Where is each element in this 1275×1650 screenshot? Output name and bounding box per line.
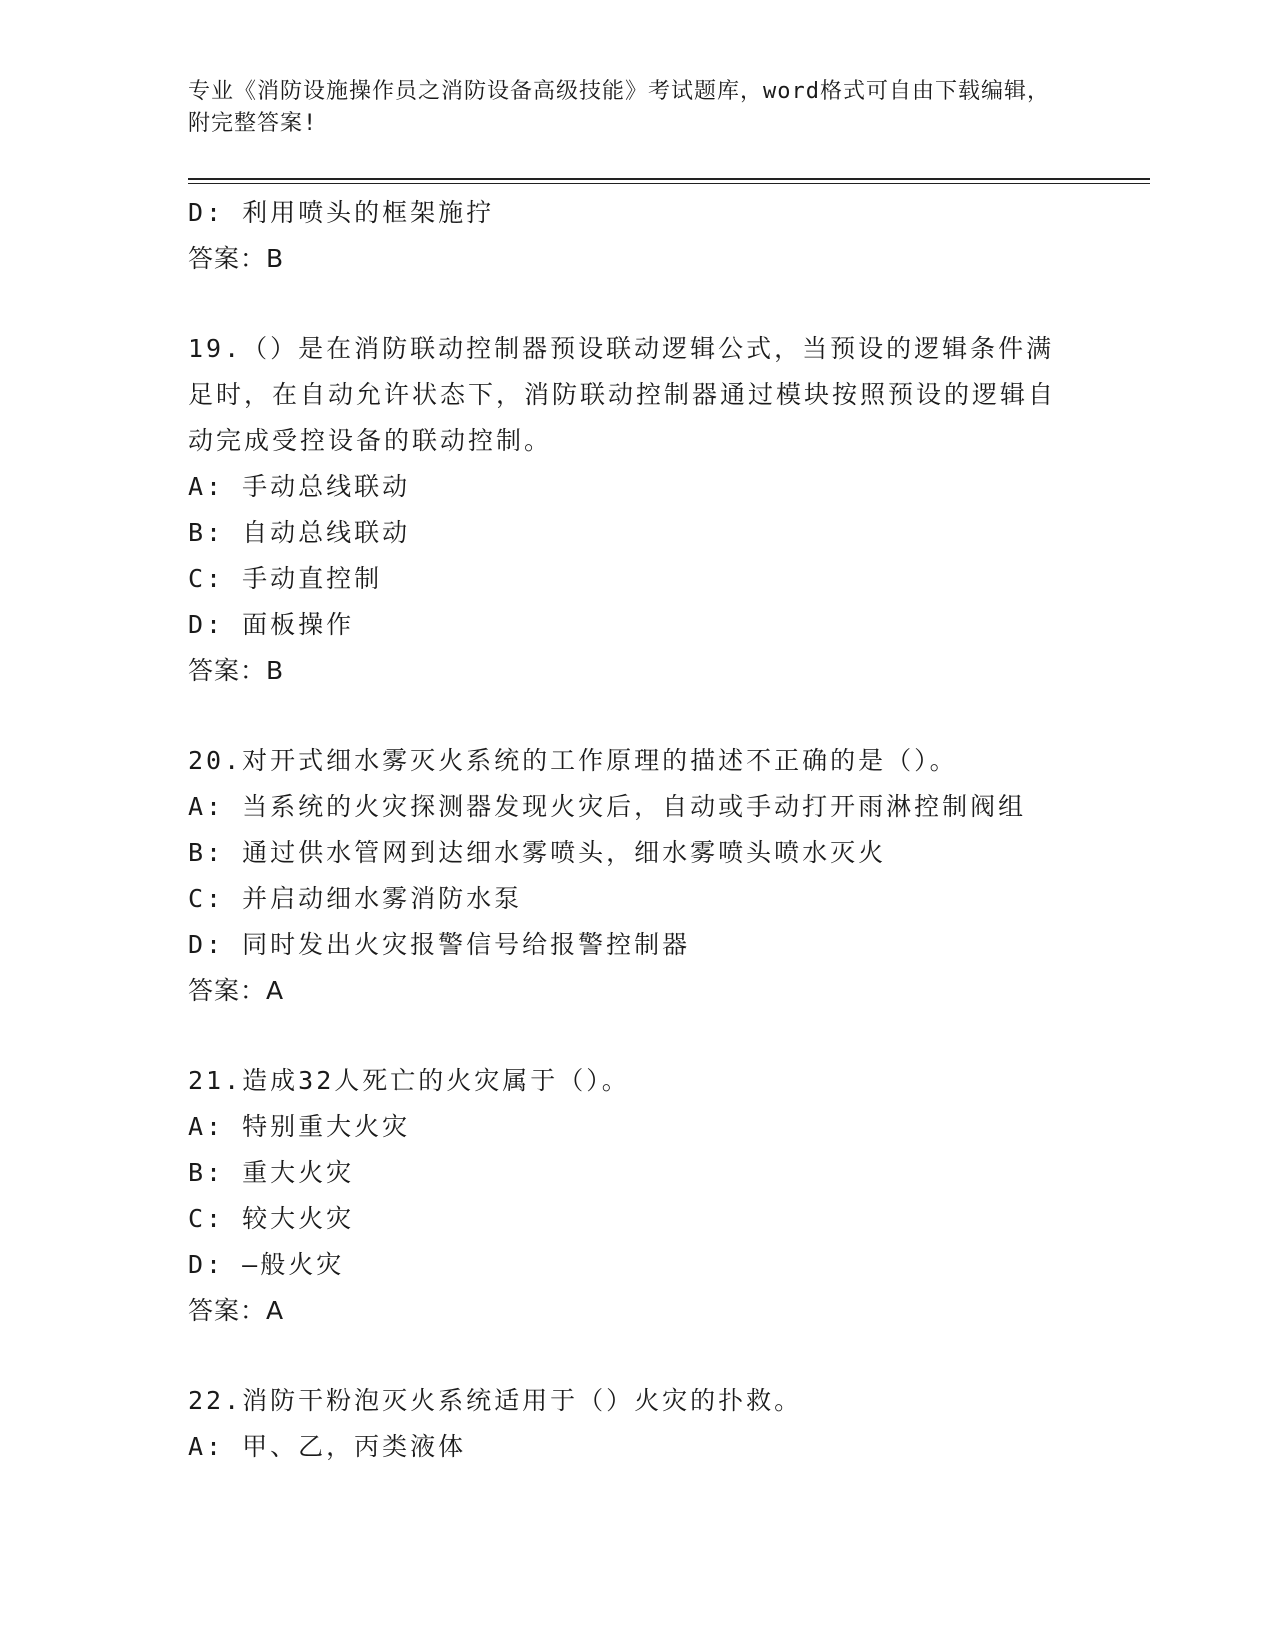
- option-d: D: 同时发出火灾报警信号给报警控制器: [188, 930, 691, 959]
- question-content: [188, 190, 1088, 1470]
- spacer: [188, 694, 1088, 738]
- answer-line: 答案：B: [188, 656, 285, 685]
- answer-line: 答案：A: [188, 976, 285, 1005]
- option-d: D: —般火灾: [188, 1250, 345, 1279]
- option-b: B: 重大火灾: [188, 1158, 355, 1187]
- option-a: A: 手动总线联动: [188, 472, 411, 501]
- header-divider-thin: [188, 183, 1150, 184]
- question-text: 22.消防干粉泡灭火系统适用于（）火灾的扑救。: [188, 1386, 803, 1415]
- option-d: D: 利用喷头的框架施拧: [188, 198, 495, 227]
- header-divider-thick: [188, 178, 1150, 180]
- page-header: 专业《消防设施操作员之消防设备高级技能》考试题库，word格式可自由下载编辑，附完整答案!: [188, 79, 1050, 136]
- option-a: A: 当系统的火灾探测器发现火灾后，自动或手动打开雨淋控制阀组: [188, 792, 1027, 821]
- question-text: 21.造成32人死亡的火灾属于（）。: [188, 1066, 630, 1095]
- option-b: B: 自动总线联动: [188, 518, 411, 547]
- option-b: B: 通过供水管网到达细水雾喷头，细水雾喷头喷水灭火: [188, 838, 887, 867]
- option-a: A: 甲、乙，丙类液体: [188, 1432, 467, 1461]
- spacer: [188, 1014, 1088, 1058]
- spacer: [188, 1334, 1088, 1378]
- option-d: D: 面板操作: [188, 610, 355, 639]
- answer-line: 答案：B: [188, 244, 285, 273]
- option-a: A: 特别重大火灾: [188, 1112, 411, 1141]
- answer-line: 答案：A: [188, 1296, 285, 1325]
- spacer: [188, 282, 1088, 326]
- option-c: C: 手动直控制: [188, 564, 383, 593]
- option-c: C: 并启动细水雾消防水泵: [188, 884, 523, 913]
- question-text: 20.对开式细水雾灭火系统的工作原理的描述不正确的是（）。: [188, 746, 958, 775]
- question-text: 19.（）是在消防联动控制器预设联动逻辑公式，当预设的逻辑条件满足时，在自动允许状态下，消防联动控制器通过模块按照预设的逻辑自动完成受控设备的联动控制。: [188, 334, 1057, 455]
- option-c: C: 较大火灾: [188, 1204, 355, 1233]
